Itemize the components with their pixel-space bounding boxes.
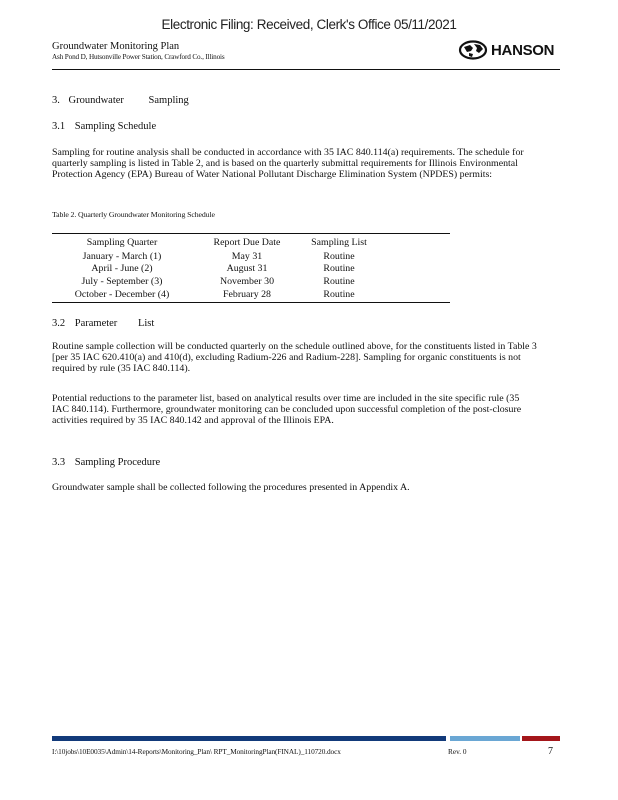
subsection-title: Sampling Procedure xyxy=(74,457,161,468)
subsection-number: 3.3 xyxy=(52,457,66,468)
cell-sampling-list: Routine xyxy=(323,276,355,287)
cell-due-date: August 31 xyxy=(226,263,268,274)
table-row xyxy=(52,289,450,301)
logo-text: HANSON xyxy=(491,41,555,59)
col-header-sampling-list: Sampling List xyxy=(311,237,367,248)
parameter-reduction-paragraph: Potential reductions to the parameter list, based on analytical results over time are included in the site specific rule (35 IAC 840.114). Furthermore, groundwater monitoring can be concluded upon successful completion of the post-closure activities required by 35 IAC 840.142 and approval of the Illinois EPA. xyxy=(52,393,522,426)
sampling-procedure-paragraph: Groundwater sample shall be collected following the procedures presented in Appendix A. xyxy=(52,482,410,493)
col-header-due-date: Report Due Date xyxy=(213,237,281,248)
section-3-3-heading xyxy=(52,457,160,468)
table-top-rule xyxy=(52,233,450,234)
section-title: Groundwater xyxy=(68,95,124,106)
footer-file-path: I:\10jobs\10E0035\Admin\14-Reports\Monitoring_Plan\ RPT_MonitoringPlan(FINAL)_110720.docx xyxy=(52,747,341,756)
table-header-row xyxy=(52,237,450,249)
footer-bar-navy xyxy=(52,736,446,741)
subsection-title: Parameter xyxy=(74,318,118,329)
table-bottom-rule xyxy=(52,302,450,303)
subsection-number: 3.2 xyxy=(52,318,66,329)
header-rule xyxy=(52,69,560,70)
subsection-title: Sampling Schedule xyxy=(74,121,157,132)
section-3-2-heading xyxy=(52,318,154,329)
subsection-title-rest: List xyxy=(137,318,155,329)
footer-revision: Rev. 0 xyxy=(448,747,467,756)
footer-bar-red xyxy=(522,736,560,741)
hanson-logo xyxy=(458,40,554,60)
cell-due-date: May 31 xyxy=(231,251,263,262)
cell-sampling-list: Routine xyxy=(323,289,355,300)
cell-quarter: July - September (3) xyxy=(81,276,163,287)
section-title-rest: Sampling xyxy=(148,95,189,106)
footer-bar-light-blue xyxy=(450,736,520,741)
table-2-caption: Table 2. Quarterly Groundwater Monitoring Schedule xyxy=(52,210,215,219)
col-header-quarter: Sampling Quarter xyxy=(86,237,158,248)
filing-stamp: Electronic Filing: Received, Clerk's Office 05/11/2021 xyxy=(161,17,457,32)
cell-due-date: February 28 xyxy=(223,289,271,300)
table-row xyxy=(52,263,450,275)
header-subtitle: Ash Pond D, Hutsonville Power Station, Crawford Co., Illinois xyxy=(52,53,225,61)
section-number: 3. xyxy=(52,95,60,106)
sampling-schedule-paragraph: Sampling for routine analysis shall be conducted in accordance with 35 IAC 840.114(a) requirements. The schedule for quarterly sampling is listed in Table 2, and is based on the quarterly submittal requirements for Illinois Environmental Protection Agency (EPA) Bureau of Water National Pollutant Discharge Elimination System (NPDES) permits: xyxy=(52,147,524,180)
section-3-heading xyxy=(52,95,189,106)
table-row xyxy=(52,276,450,288)
cell-due-date: November 30 xyxy=(219,276,275,287)
cell-sampling-list: Routine xyxy=(323,263,355,274)
cell-quarter: April - June (2) xyxy=(91,263,153,274)
cell-sampling-list: Routine xyxy=(323,251,355,262)
table-row xyxy=(52,251,450,263)
cell-quarter: October - December (4) xyxy=(74,289,170,300)
subsection-number: 3.1 xyxy=(52,121,66,132)
header-title: Groundwater Monitoring Plan xyxy=(52,41,180,52)
globe-icon xyxy=(458,40,488,60)
parameter-list-paragraph: Routine sample collection will be conducted quarterly on the schedule outlined above, for the constituents listed in Table 3 [per 35 IAC 620.410(a) and 410(d), excluding Radium-226 and Radium-228]. Sampling for organic constituents is not required by rule (35 IAC 840.114). xyxy=(52,341,537,374)
cell-quarter: January - March (1) xyxy=(82,251,162,262)
section-3-1-heading xyxy=(52,121,156,132)
page-number: 7 xyxy=(548,746,553,757)
